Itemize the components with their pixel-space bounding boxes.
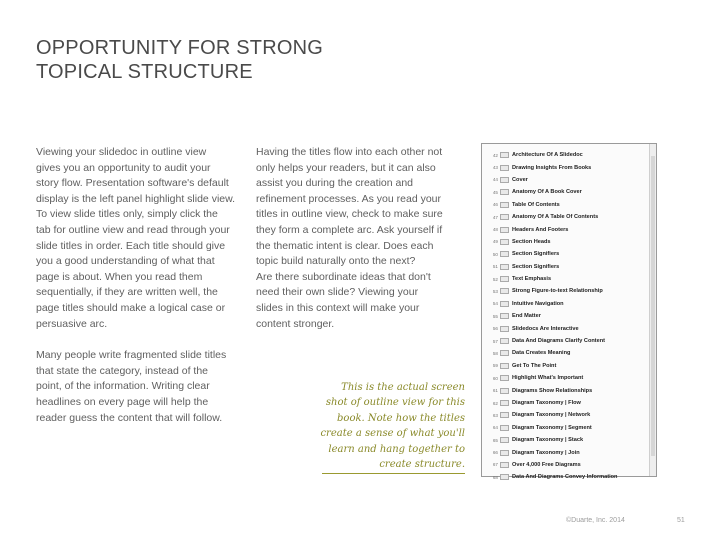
outline-slide-title: Headers And Footers bbox=[512, 226, 569, 233]
slide-thumbnail-icon bbox=[500, 412, 509, 418]
outline-slide-title: Architecture Of A Slidedoc bbox=[512, 152, 583, 159]
outline-row[interactable] bbox=[482, 360, 649, 372]
outline-slide-number: 63 bbox=[492, 412, 498, 418]
outline-slide-number: 47 bbox=[492, 214, 498, 220]
outline-slide-title: Data Creates Meaning bbox=[512, 350, 571, 357]
outline-slide-number: 57 bbox=[492, 338, 498, 344]
outline-slide-number: 62 bbox=[492, 400, 498, 406]
outline-row[interactable] bbox=[482, 161, 649, 173]
slide-thumbnail-icon bbox=[500, 313, 509, 319]
outline-row[interactable] bbox=[482, 236, 649, 248]
outline-scroll-thumb[interactable] bbox=[651, 156, 655, 456]
slide-thumbnail-icon bbox=[500, 338, 509, 344]
slide-thumbnail-icon bbox=[500, 437, 509, 443]
outline-slide-title: Anatomy Of A Book Cover bbox=[512, 189, 582, 196]
slide-thumbnail-icon bbox=[500, 450, 509, 456]
outline-slide-title: Strong Figure-to-text Relationship bbox=[512, 288, 603, 295]
slide-thumbnail-icon bbox=[500, 375, 509, 381]
outline-row[interactable] bbox=[482, 223, 649, 235]
outline-row[interactable] bbox=[482, 446, 649, 458]
outline-slide-number: 64 bbox=[492, 425, 498, 431]
outline-slide-number: 50 bbox=[492, 251, 498, 257]
outline-row[interactable] bbox=[482, 397, 649, 409]
outline-slide-number: 61 bbox=[492, 388, 498, 394]
outline-row[interactable] bbox=[482, 422, 649, 434]
outline-slide-title: Table Of Contents bbox=[512, 201, 560, 208]
outline-row[interactable] bbox=[482, 285, 649, 297]
outline-list bbox=[482, 149, 649, 484]
outline-slide-title: Data And Diagrams Convey Information bbox=[512, 474, 618, 481]
caption-divider bbox=[322, 473, 465, 474]
page-number: 51 bbox=[677, 517, 685, 524]
outline-slide-number: 42 bbox=[492, 152, 498, 158]
outline-row[interactable] bbox=[482, 248, 649, 260]
outline-slide-number: 51 bbox=[492, 264, 498, 270]
outline-slide-title: Drawing Insights From Books bbox=[512, 164, 592, 171]
outline-slide-title: Anatomy Of A Table Of Contents bbox=[512, 214, 599, 221]
outline-slide-number: 56 bbox=[492, 326, 498, 332]
outline-slide-title: Slidedocs Are Interactive bbox=[512, 325, 579, 332]
outline-slide-title: Get To The Point bbox=[512, 362, 557, 369]
outline-slide-title: Diagrams Show Relationships bbox=[512, 387, 593, 394]
outline-row[interactable] bbox=[482, 149, 649, 161]
slide-thumbnail-icon bbox=[500, 264, 509, 270]
slide-thumbnail-icon bbox=[500, 251, 509, 257]
outline-slide-number: 60 bbox=[492, 375, 498, 381]
outline-slide-number: 59 bbox=[492, 363, 498, 369]
outline-slide-number: 44 bbox=[492, 177, 498, 183]
outline-row[interactable] bbox=[482, 459, 649, 471]
left-paragraph-2: Many people write fragmented slide titles that state the category, instead of the point, of the information. Writing clear headlines on every page will help the reader guess the content that will follow. bbox=[36, 349, 227, 424]
outline-slide-number: 65 bbox=[492, 437, 498, 443]
outline-slide-title: Highlight What's Important bbox=[512, 375, 584, 382]
outline-slide-title: Diagram Taxonomy | Join bbox=[512, 449, 580, 456]
slide-thumbnail-icon bbox=[500, 214, 509, 220]
screenshot-caption: This is the actual screen shot of outline view for this book. Note how the titles create a sense of what you'll learn and hang together to create structure. bbox=[320, 382, 465, 471]
slide-thumbnail-icon bbox=[500, 326, 509, 332]
outline-row[interactable] bbox=[482, 273, 649, 285]
outline-slide-number: 53 bbox=[492, 288, 498, 294]
outline-slide-number: 55 bbox=[492, 313, 498, 319]
outline-view-screenshot bbox=[481, 143, 657, 481]
outline-row[interactable] bbox=[482, 372, 649, 384]
slide-thumbnail-icon bbox=[500, 288, 509, 294]
outline-row[interactable] bbox=[482, 335, 649, 347]
slide-thumbnail-icon bbox=[500, 239, 509, 245]
outline-row[interactable] bbox=[482, 384, 649, 396]
slide-thumbnail-icon bbox=[500, 350, 509, 356]
outline-scrollbar[interactable] bbox=[649, 144, 656, 476]
outline-slide-title: Data And Diagrams Clarify Content bbox=[512, 338, 606, 345]
outline-slide-title: Text Emphasis bbox=[512, 276, 552, 283]
copyright-notice: ©Duarte, Inc. 2014 bbox=[566, 517, 625, 524]
outline-slide-number: 48 bbox=[492, 227, 498, 233]
outline-slide-number: 67 bbox=[492, 462, 498, 468]
outline-slide-title: Over 4,000 Free Diagrams bbox=[512, 461, 581, 468]
slide-thumbnail-icon bbox=[500, 301, 509, 307]
slide-title bbox=[36, 36, 323, 84]
outline-row[interactable] bbox=[482, 298, 649, 310]
outline-slide-number: 45 bbox=[492, 189, 498, 195]
outline-row[interactable] bbox=[482, 310, 649, 322]
outline-slide-title: Section Signifiers bbox=[512, 251, 560, 258]
outline-slide-number: 52 bbox=[492, 276, 498, 282]
outline-row[interactable] bbox=[482, 471, 649, 483]
slide-thumbnail-icon bbox=[500, 152, 509, 158]
outline-slide-title: Intuitive Navigation bbox=[512, 300, 564, 307]
outline-slide-title: Cover bbox=[512, 176, 528, 183]
slide-thumbnail-icon bbox=[500, 425, 509, 431]
slide-thumbnail-icon bbox=[500, 474, 509, 480]
outline-slide-number: 46 bbox=[492, 202, 498, 208]
outline-row[interactable] bbox=[482, 174, 649, 186]
outline-slide-title: Diagram Taxonomy | Stack bbox=[512, 437, 584, 444]
slide-thumbnail-icon bbox=[500, 202, 509, 208]
slide-thumbnail-icon bbox=[500, 177, 509, 183]
outline-slide-title: End Matter bbox=[512, 313, 541, 320]
right-paragraph-1: Having the titles flow into each other not only helps your readers, but it can also assist you during the creation and refinement processes. As you read your titles in outline view, check to make sure they form a complete arc. Ask yourself if the thematic intent is clear. Does each topic build naturally onto the next? Are there subordinate ideas that don't need their own slide? Viewing your slides in this context will make your content stronger. bbox=[256, 146, 443, 330]
slide-thumbnail-icon bbox=[500, 189, 509, 195]
left-paragraph-1: Viewing your slidedoc in outline view gives you an opportunity to audit your story flow. Presentation software's default display is the left panel highlight slide view. To view slide titles only, simply click the tab for outline view and read through your slide titles in order. Each title should give you a good understanding of what that page is about. When you read them sequentially, if they are written well, the page titles should make a logical case or persuasive arc. bbox=[36, 146, 236, 330]
slide-thumbnail-icon bbox=[500, 227, 509, 233]
outline-slide-number: 49 bbox=[492, 239, 498, 245]
outline-slide-title: Diagram Taxonomy | Segment bbox=[512, 424, 592, 431]
outline-row[interactable] bbox=[482, 186, 649, 198]
slide-thumbnail-icon bbox=[500, 400, 509, 406]
outline-slide-title: Section Heads bbox=[512, 238, 551, 245]
outline-row[interactable] bbox=[482, 211, 649, 223]
outline-slide-number: 66 bbox=[492, 450, 498, 456]
outline-slide-number: 68 bbox=[492, 474, 498, 480]
slide-thumbnail-icon bbox=[500, 363, 509, 369]
slide-thumbnail-icon bbox=[500, 388, 509, 394]
outline-row[interactable] bbox=[482, 347, 649, 359]
outline-row[interactable] bbox=[482, 409, 649, 421]
outline-slide-number: 43 bbox=[492, 165, 498, 171]
outline-row[interactable] bbox=[482, 322, 649, 334]
outline-row[interactable] bbox=[482, 434, 649, 446]
title-line-2: TOPICAL STRUCTURE bbox=[36, 61, 253, 83]
outline-slide-title: Section Signifiers bbox=[512, 263, 560, 270]
slide-thumbnail-icon bbox=[500, 165, 509, 171]
outline-slide-number: 54 bbox=[492, 301, 498, 307]
outline-slide-title: Diagram Taxonomy | Flow bbox=[512, 400, 581, 406]
title-line-1: OPPORTUNITY FOR STRONG bbox=[36, 37, 324, 59]
outline-slide-number: 58 bbox=[492, 350, 498, 356]
outline-row[interactable] bbox=[482, 261, 649, 273]
outline-row[interactable] bbox=[482, 199, 649, 211]
slide-thumbnail-icon bbox=[500, 276, 509, 282]
outline-slide-title: Diagram Taxonomy | Network bbox=[512, 412, 591, 419]
right-text-column bbox=[256, 145, 471, 332]
slide-thumbnail-icon bbox=[500, 462, 509, 468]
left-text-column bbox=[36, 145, 251, 426]
